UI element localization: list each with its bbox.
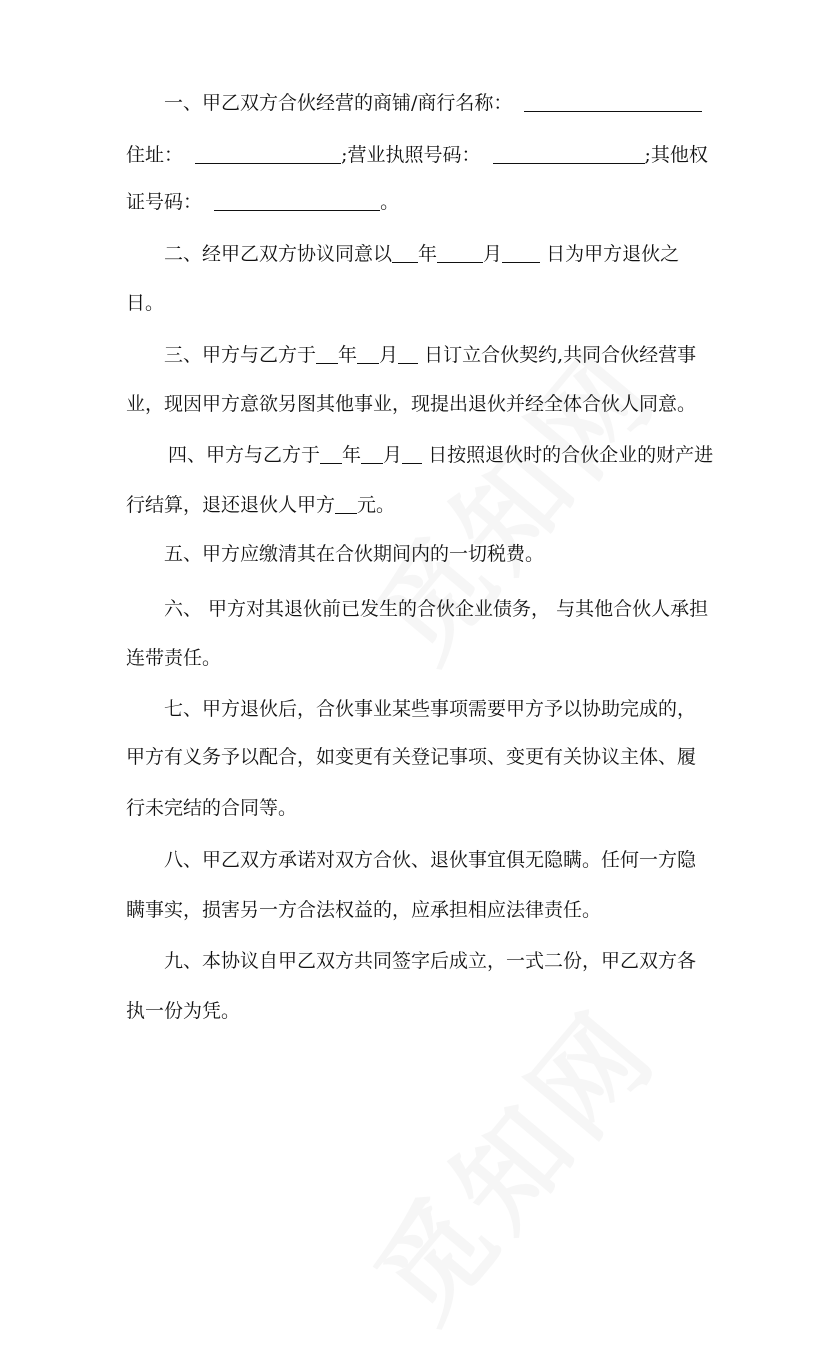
- clause-2-line-2: 日。: [126, 292, 165, 314]
- settle-day-blank[interactable]: [402, 445, 422, 464]
- clause-4-line-1: 四、甲方与乙方于 年 月 日按照退伙时的合伙企业的财产进: [168, 444, 714, 466]
- other-certificate-blank[interactable]: [214, 192, 380, 211]
- withdraw-month-blank[interactable]: [437, 244, 483, 263]
- clause-3-line-1: 三、甲方与乙方于 年 月 日订立合伙契约,共同合伙经营事: [164, 344, 697, 366]
- clause-7-line-1: 七、甲方退伙后，合伙事业某些事项需要甲方予以协助完成的，: [164, 698, 697, 720]
- clause-1-line-1: 一、甲乙双方合伙经营的商铺/商行名称：: [164, 91, 702, 115]
- clause-4-line-2: 行结算，退还退伙人甲方 元。: [126, 494, 396, 516]
- license-number-blank[interactable]: [493, 145, 645, 164]
- clause-1-line-3: 证号码： 。: [126, 191, 400, 213]
- clause-5: 五、甲方应缴清其在合伙期间内的一切税费。: [164, 543, 545, 565]
- contract-day-blank[interactable]: [398, 345, 418, 364]
- clause-3-line-2: 业，现因甲方意欲另图其他事业，现提出退伙并经全体合伙人同意。: [126, 393, 697, 415]
- clause-8-line-1: 八、甲乙双方承诺对双方合伙、退伙事宜俱无隐瞒。任何一方隐: [164, 849, 697, 871]
- withdraw-year-blank[interactable]: [392, 244, 418, 263]
- address-blank[interactable]: [195, 145, 341, 164]
- clause-9-line-1: 九、本协议自甲乙双方共同签字后成立，一式二份，甲乙双方各: [164, 950, 697, 972]
- clause-2-line-1: 二、经甲乙双方协议同意以 年 月 日为甲方退伙之: [164, 243, 680, 265]
- clause-6-line-1: 六、 甲方对其退伙前已发生的合伙企业债务， 与其他合伙人承担: [164, 598, 709, 620]
- clause-9-line-2: 执一份为凭。: [126, 1000, 241, 1022]
- contract-year-blank[interactable]: [316, 345, 338, 364]
- watermark: [334, 970, 686, 1347]
- settle-month-blank[interactable]: [361, 445, 383, 464]
- settle-year-blank[interactable]: [320, 445, 342, 464]
- clause-1-line-2: 住址： ;营业执照号码： ;其他权: [126, 144, 708, 166]
- contract-month-blank[interactable]: [357, 345, 379, 364]
- withdraw-day-blank[interactable]: [502, 244, 540, 263]
- clause-8-line-2: 瞒事实，损害另一方合法权益的，应承担相应法律责任。: [126, 899, 602, 921]
- shop-name-blank[interactable]: [524, 93, 702, 112]
- clause-6-line-2: 连带责任。: [126, 647, 222, 669]
- clause-7-line-2: 甲方有义务予以配合，如变更有关登记事项、变更有关协议主体、履: [126, 746, 697, 768]
- refund-amount-blank[interactable]: [335, 495, 357, 514]
- clause-7-line-3: 行未完结的合同等。: [126, 797, 298, 819]
